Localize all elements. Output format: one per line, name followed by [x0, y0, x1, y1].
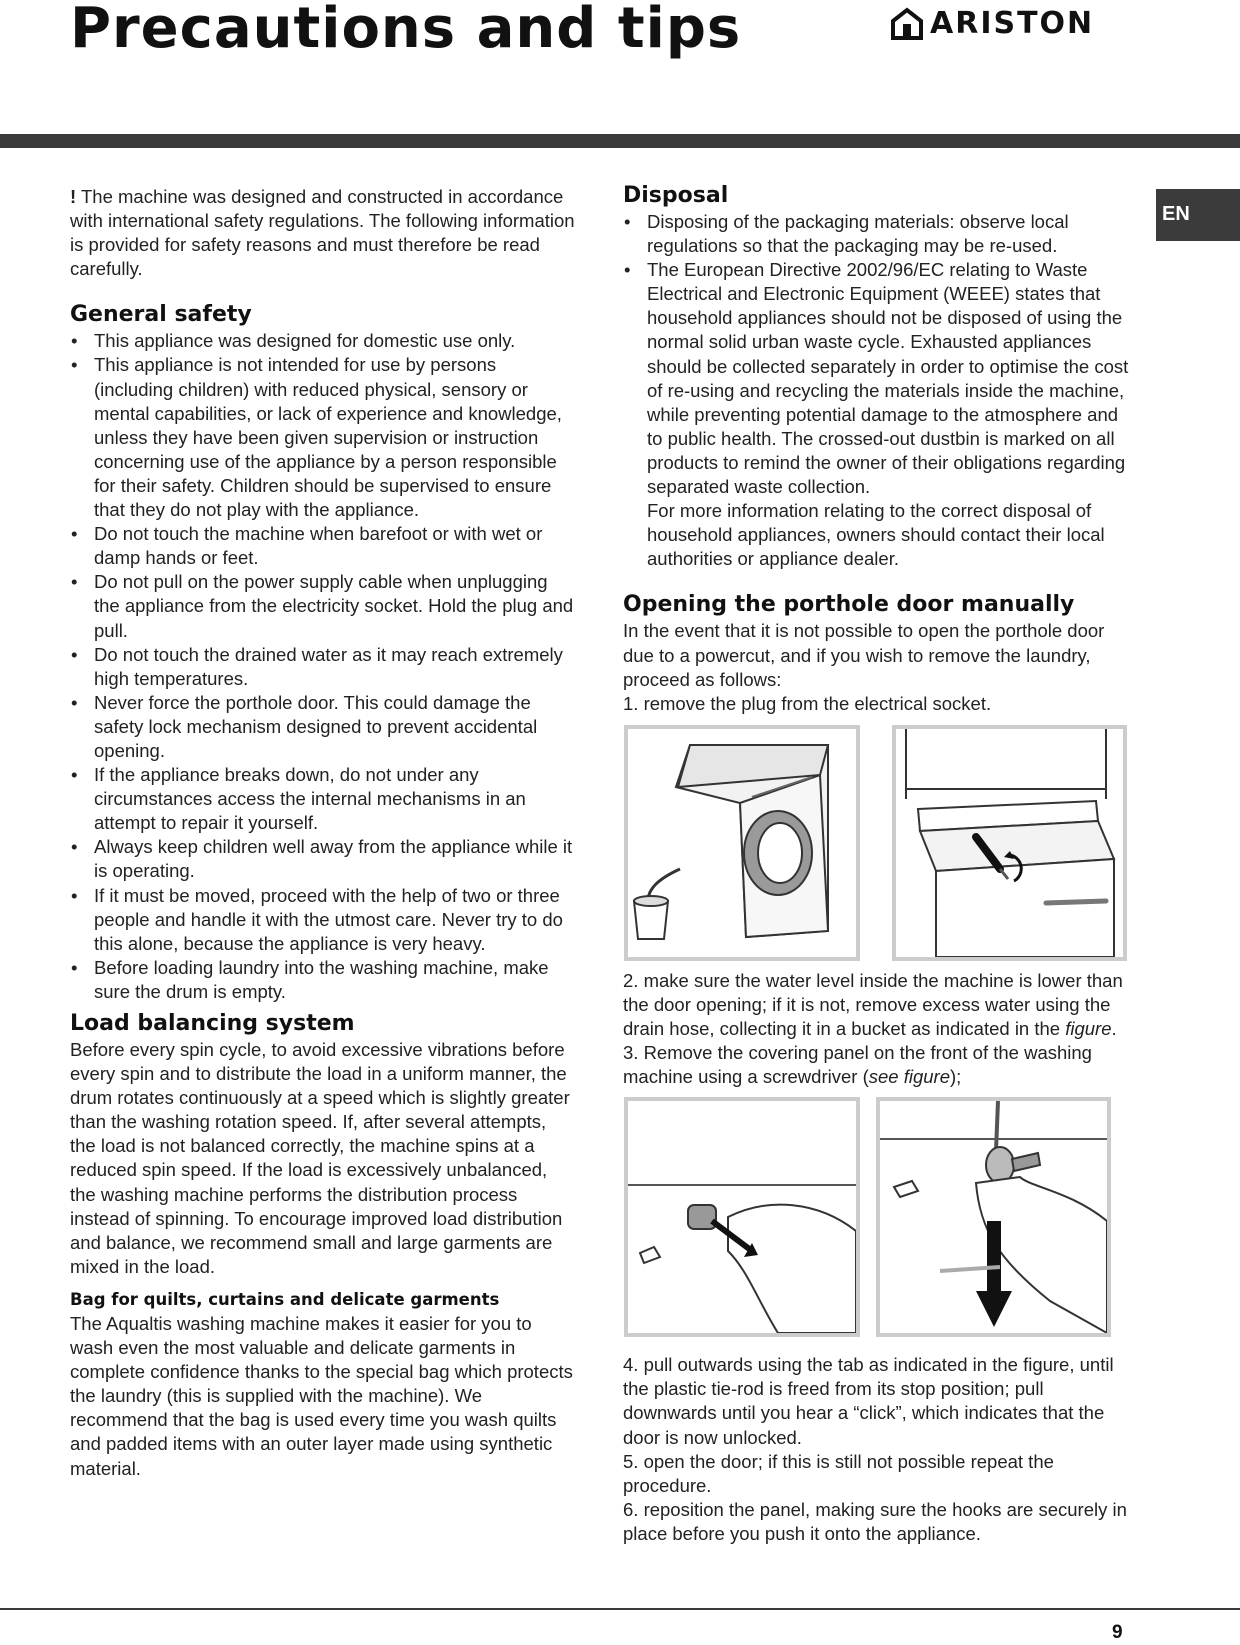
list-item	[623, 258, 1130, 571]
step-1: 1. remove the plug from the electrical socket.	[623, 692, 992, 714]
step-3	[623, 1041, 1130, 1089]
figure-drain-hose	[624, 725, 860, 961]
page-title: Precautions and tips	[70, 0, 742, 61]
porthole-heading: Opening the porthole door manually	[623, 592, 1075, 618]
house-logo-icon	[890, 7, 924, 41]
list-item: • Do not touch the drained water as it may reach extremely high temperatures.	[70, 643, 575, 691]
figure-row-1	[623, 725, 1130, 965]
step-3-end: );	[949, 1066, 962, 1088]
list-item: • Before loading laundry into the washing machine, make sure the drum is empty.	[70, 956, 575, 1004]
list-item: • Do not pull on the power supply cable when unplugging the appliance from the electricity socket. Hold the plug and pull.	[70, 570, 575, 642]
list-item: • This appliance was designed for domestic use only.	[70, 329, 575, 353]
list-item: • If it must be moved, proceed with the help of two or three people and handle it with the utmost care. Never try to do this alone, because the appliance is very heavy.	[70, 884, 575, 956]
step-2-end: .	[1111, 1017, 1117, 1039]
intro-paragraph	[70, 185, 575, 281]
step-5: 5. open the door; if this is still not possible repeat the procedure.	[623, 1450, 1054, 1496]
list-item: • Do not touch the machine when barefoot or with wet or damp hands or feet.	[70, 522, 575, 570]
step-6: 6. reposition the panel, making sure the hooks are securely in place before you push it onto the appliance.	[623, 1498, 1127, 1544]
figure-row-2	[623, 1097, 1130, 1341]
intro-text: The machine was designed and constructed in accordance with international safety regulations. The following information is provided for safety reasons and must therefore be read carefully.	[70, 186, 575, 280]
step-2-text: 2. make sure the water level inside the machine is lower than the door opening; if it is not, remove excess water using the drain hose, collecting it in a bucket as indicated in the	[623, 969, 1123, 1039]
page-number: 9	[1112, 1622, 1123, 1643]
step-2-em: figure	[1065, 1017, 1112, 1039]
bag-heading: Bag for quilts, curtains and delicate garments	[70, 1289, 500, 1309]
weee-more-text: For more information relating to the correct disposal of household appliances, owners should contact their local authorities or appliance dealer.	[647, 500, 1105, 570]
list-item: • If the appliance breaks down, do not under any circumstances access the internal mechanisms in an attempt to repair it yourself.	[70, 763, 575, 835]
step-4: 4. pull outwards using the tab as indicated in the figure, until the plastic tie-rod is freed from its stop position; pull downwards until you hear a “click”, which indicates that the door is now unlocked.	[623, 1354, 1114, 1448]
load-balancing-text: Before every spin cycle, to avoid excessive vibrations before every spin and to distribute the load in a uniform manner, the drum rotates continuously at a speed which is slightly greater than the washing rotation speed. If, after several attempts, the load is not balanced correctly, the machine spins at a reduced spin speed. If the load is excessively unbalanced, the washing machine performs the distribution process instead of spinning. To encourage improved load distribution and balance, we recommend small and large garments are mixed in the load.	[70, 1039, 570, 1277]
general-safety-list	[70, 329, 575, 1004]
disposal-heading: Disposal	[623, 183, 729, 208]
disposal-list	[623, 210, 1130, 571]
weee-text: The European Directive 2002/96/EC relating to Waste Electrical and Electronic Equipment (WEEE) states that household appliances should not be disposed of using the normal solid urban waste cycle. Exhausted appliances should be collected separately in order to optimise the cost of re-using and recycling the materials inside the machine, while preventing potential damage to the atmosphere and to public health. The crossed-out dustbin is marked on all products to remind the owner of their obligations regarding separated waste collection.	[647, 259, 1129, 498]
list-item: • Never force the porthole door. This could damage the safety lock mechanism designed to prevent accidental opening.	[70, 691, 575, 763]
brand-logo	[890, 6, 1094, 41]
header-rule	[0, 134, 1240, 148]
general-safety-heading: General safety	[70, 302, 252, 328]
porthole-intro: In the event that it is not possible to open the porthole door due to a powercut, and if you wish to remove the laundry, proceed as follows:	[623, 620, 1105, 690]
footer-rule	[0, 1608, 1240, 1610]
panel-screwdriver-illustration	[896, 729, 1123, 957]
step-3-em: see figure	[868, 1066, 950, 1088]
list-item: • Always keep children well away from the appliance while it is operating.	[70, 835, 575, 883]
pull-down-illustration	[880, 1101, 1107, 1333]
figure-pull-tab	[624, 1097, 860, 1337]
figure-remove-panel	[892, 725, 1127, 961]
list-item: • This appliance is not intended for use by persons (including children) with reduced physical, sensory or mental capabilities, or lack of experience and knowledge, unless they have been given supervision or instruction concerning use of the appliance by a person responsible for their safety. Children should be supervised to ensure that they do not play with the appliance.	[70, 353, 575, 522]
step-3-text: 3. Remove the covering panel on the front of the washing machine using a screwdriver (	[623, 1042, 1092, 1088]
language-badge: EN	[1156, 189, 1240, 241]
load-balancing-heading: Load balancing system	[70, 1011, 355, 1036]
right-column	[623, 182, 1130, 1546]
pull-tab-illustration	[628, 1101, 856, 1333]
brand-name: ARISTON	[930, 6, 1095, 41]
figure-pull-down	[876, 1097, 1111, 1337]
warning-mark: !	[70, 186, 77, 207]
step-2	[623, 969, 1130, 1041]
washing-machine-illustration	[628, 729, 856, 957]
bag-text: The Aqualtis washing machine makes it easier for you to wash even the most valuable and delicate garments in complete confidence thanks to the special bag which protects the laundry (this is supplied with the machine). We recommend that the bag is used every time you wash quilts and padded items with an outer layer made using synthetic material.	[70, 1312, 573, 1479]
left-column	[70, 185, 575, 1481]
list-item: • Disposing of the packaging materials: observe local regulations so that the packaging may be re-used.	[623, 210, 1130, 258]
